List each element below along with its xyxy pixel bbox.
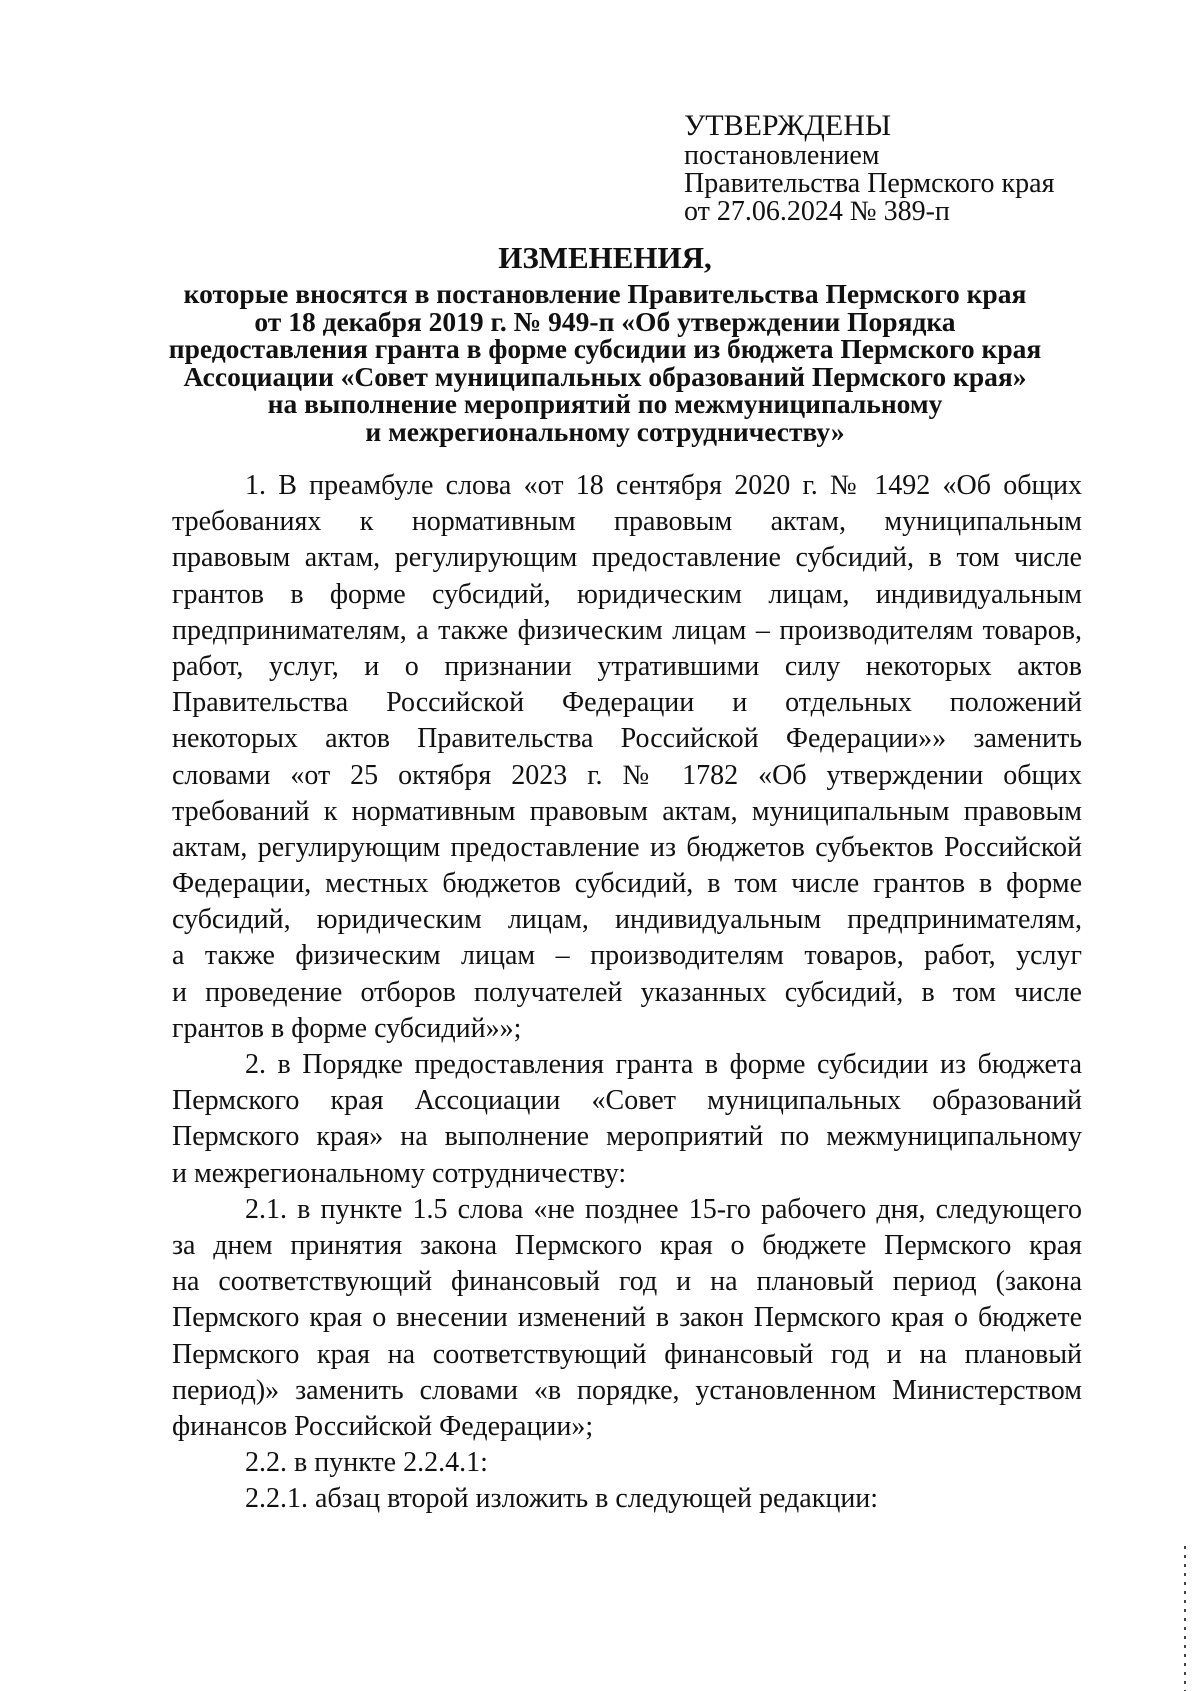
- text-line: за днем принятия закона Пермского края о бюджете Пермского края: [172, 1229, 1082, 1261]
- text-line: 2.1. в пункте 1.5 слова «не позднее 15-го рабочего дня, следующего: [245, 1193, 1082, 1225]
- document-body: [172, 468, 1082, 1517]
- text-line: грантов в форме субсидий»»;: [172, 1012, 522, 1044]
- text-line: Пермского края на соответствующий финансовый год и на плановый: [172, 1338, 1082, 1370]
- text-line: и проведение отборов получателей указанных субсидий, в том числе: [172, 976, 1082, 1008]
- paragraph-2-2-1: [172, 1481, 1082, 1517]
- subtitle-line: Ассоциации «Совет муниципальных образований Пермского края»: [183, 360, 1027, 392]
- approval-block: [684, 110, 1054, 226]
- paragraph-2-1: [172, 1192, 1082, 1445]
- text-line: на соответствующий финансовый год и на плановый период (закона: [172, 1266, 1082, 1298]
- subtitle-line: от 18 декабря 2019 г. № 949-п «Об утверждении Порядка: [254, 305, 956, 337]
- approval-line-1: постановлением: [684, 139, 880, 171]
- document-title: ИЗМЕНЕНИЯ,: [498, 240, 712, 275]
- text-line: требованиях к нормативным правовым актам, муниципальным: [172, 506, 1082, 538]
- subtitle-line: предоставления гранта в форме субсидии из бюджета Пермского края: [168, 333, 1042, 364]
- text-line: Федерации, местных бюджетов субсидий, в том числе грантов в форме: [172, 868, 1082, 900]
- text-line: Пермского края Ассоциации «Совет муниципальных образований: [172, 1085, 1082, 1117]
- approval-stamp: УТВЕРЖДЕНЫ: [684, 109, 892, 142]
- text-line: предпринимателям, а также физическим лицам – производителям товаров,: [172, 614, 1082, 646]
- paragraph-2-2: [172, 1445, 1082, 1481]
- subtitle-line: которые вносятся в постановление Правительства Пермского края: [183, 278, 1027, 309]
- text-line: Правительства Российской Федерации и отдельных положений: [172, 687, 1082, 719]
- text-line: а также физическим лицам – производителям товаров, работ, услуг: [172, 940, 1082, 972]
- subtitle-line: на выполнение мероприятий по межмуниципальному: [267, 388, 943, 419]
- text-line: период)» заменить словами «в порядке, установленном Министерством: [172, 1374, 1082, 1406]
- text-line: 2.2.1. абзац второй изложить в следующей редакции:: [245, 1483, 879, 1515]
- paragraph-1: [172, 468, 1082, 1047]
- text-line: грантов в форме субсидий, юридическим лицам, индивидуальным: [172, 578, 1082, 610]
- text-line: Пермского края» на выполнение мероприятий по межмуниципальному: [172, 1121, 1082, 1153]
- text-line: требований к нормативным правовым актам, муниципальным правовым: [172, 795, 1082, 827]
- text-line: словами «от 25 октября 2023 г. № 1782 «Об утверждении общих: [172, 759, 1082, 791]
- text-line: 2. в Порядке предоставления гранта в форме субсидии из бюджета: [245, 1049, 1082, 1080]
- text-line: 1. В преамбуле слова «от 18 сентября 2020 г. № 1492 «Об общих: [245, 470, 1082, 501]
- subtitle-line: и межрегиональному сотрудничеству»: [365, 415, 845, 447]
- text-line: и межрегиональному сотрудничеству:: [172, 1157, 627, 1189]
- text-line: некоторых актов Правительства Российской Федерации»» заменить: [172, 723, 1082, 755]
- approval-line-2: Правительства Пермского края: [684, 167, 1055, 199]
- text-line: Пермского края о внесении изменений в закон Пермского края о бюджете: [172, 1302, 1082, 1334]
- document-subtitle: [150, 280, 1060, 445]
- text-line: субсидий, юридическим лицам, индивидуальным предпринимателям,: [172, 904, 1082, 936]
- text-line: 2.2. в пункте 2.2.4.1:: [245, 1447, 488, 1479]
- scan-edge-mark: [1184, 1546, 1186, 1691]
- text-line: правовым актам, регулирующим предоставление субсидий, в том числе: [172, 542, 1082, 574]
- text-line: актам, регулирующим предоставление из бюджетов субъектов Российской: [172, 831, 1082, 863]
- text-line: финансов Российской Федерации»;: [172, 1410, 594, 1442]
- approval-line-3: от 27.06.2024 № 389-п: [684, 195, 950, 227]
- paragraph-2: [172, 1047, 1082, 1192]
- text-line: работ, услуг, и о признании утратившими силу некоторых актов: [172, 650, 1082, 682]
